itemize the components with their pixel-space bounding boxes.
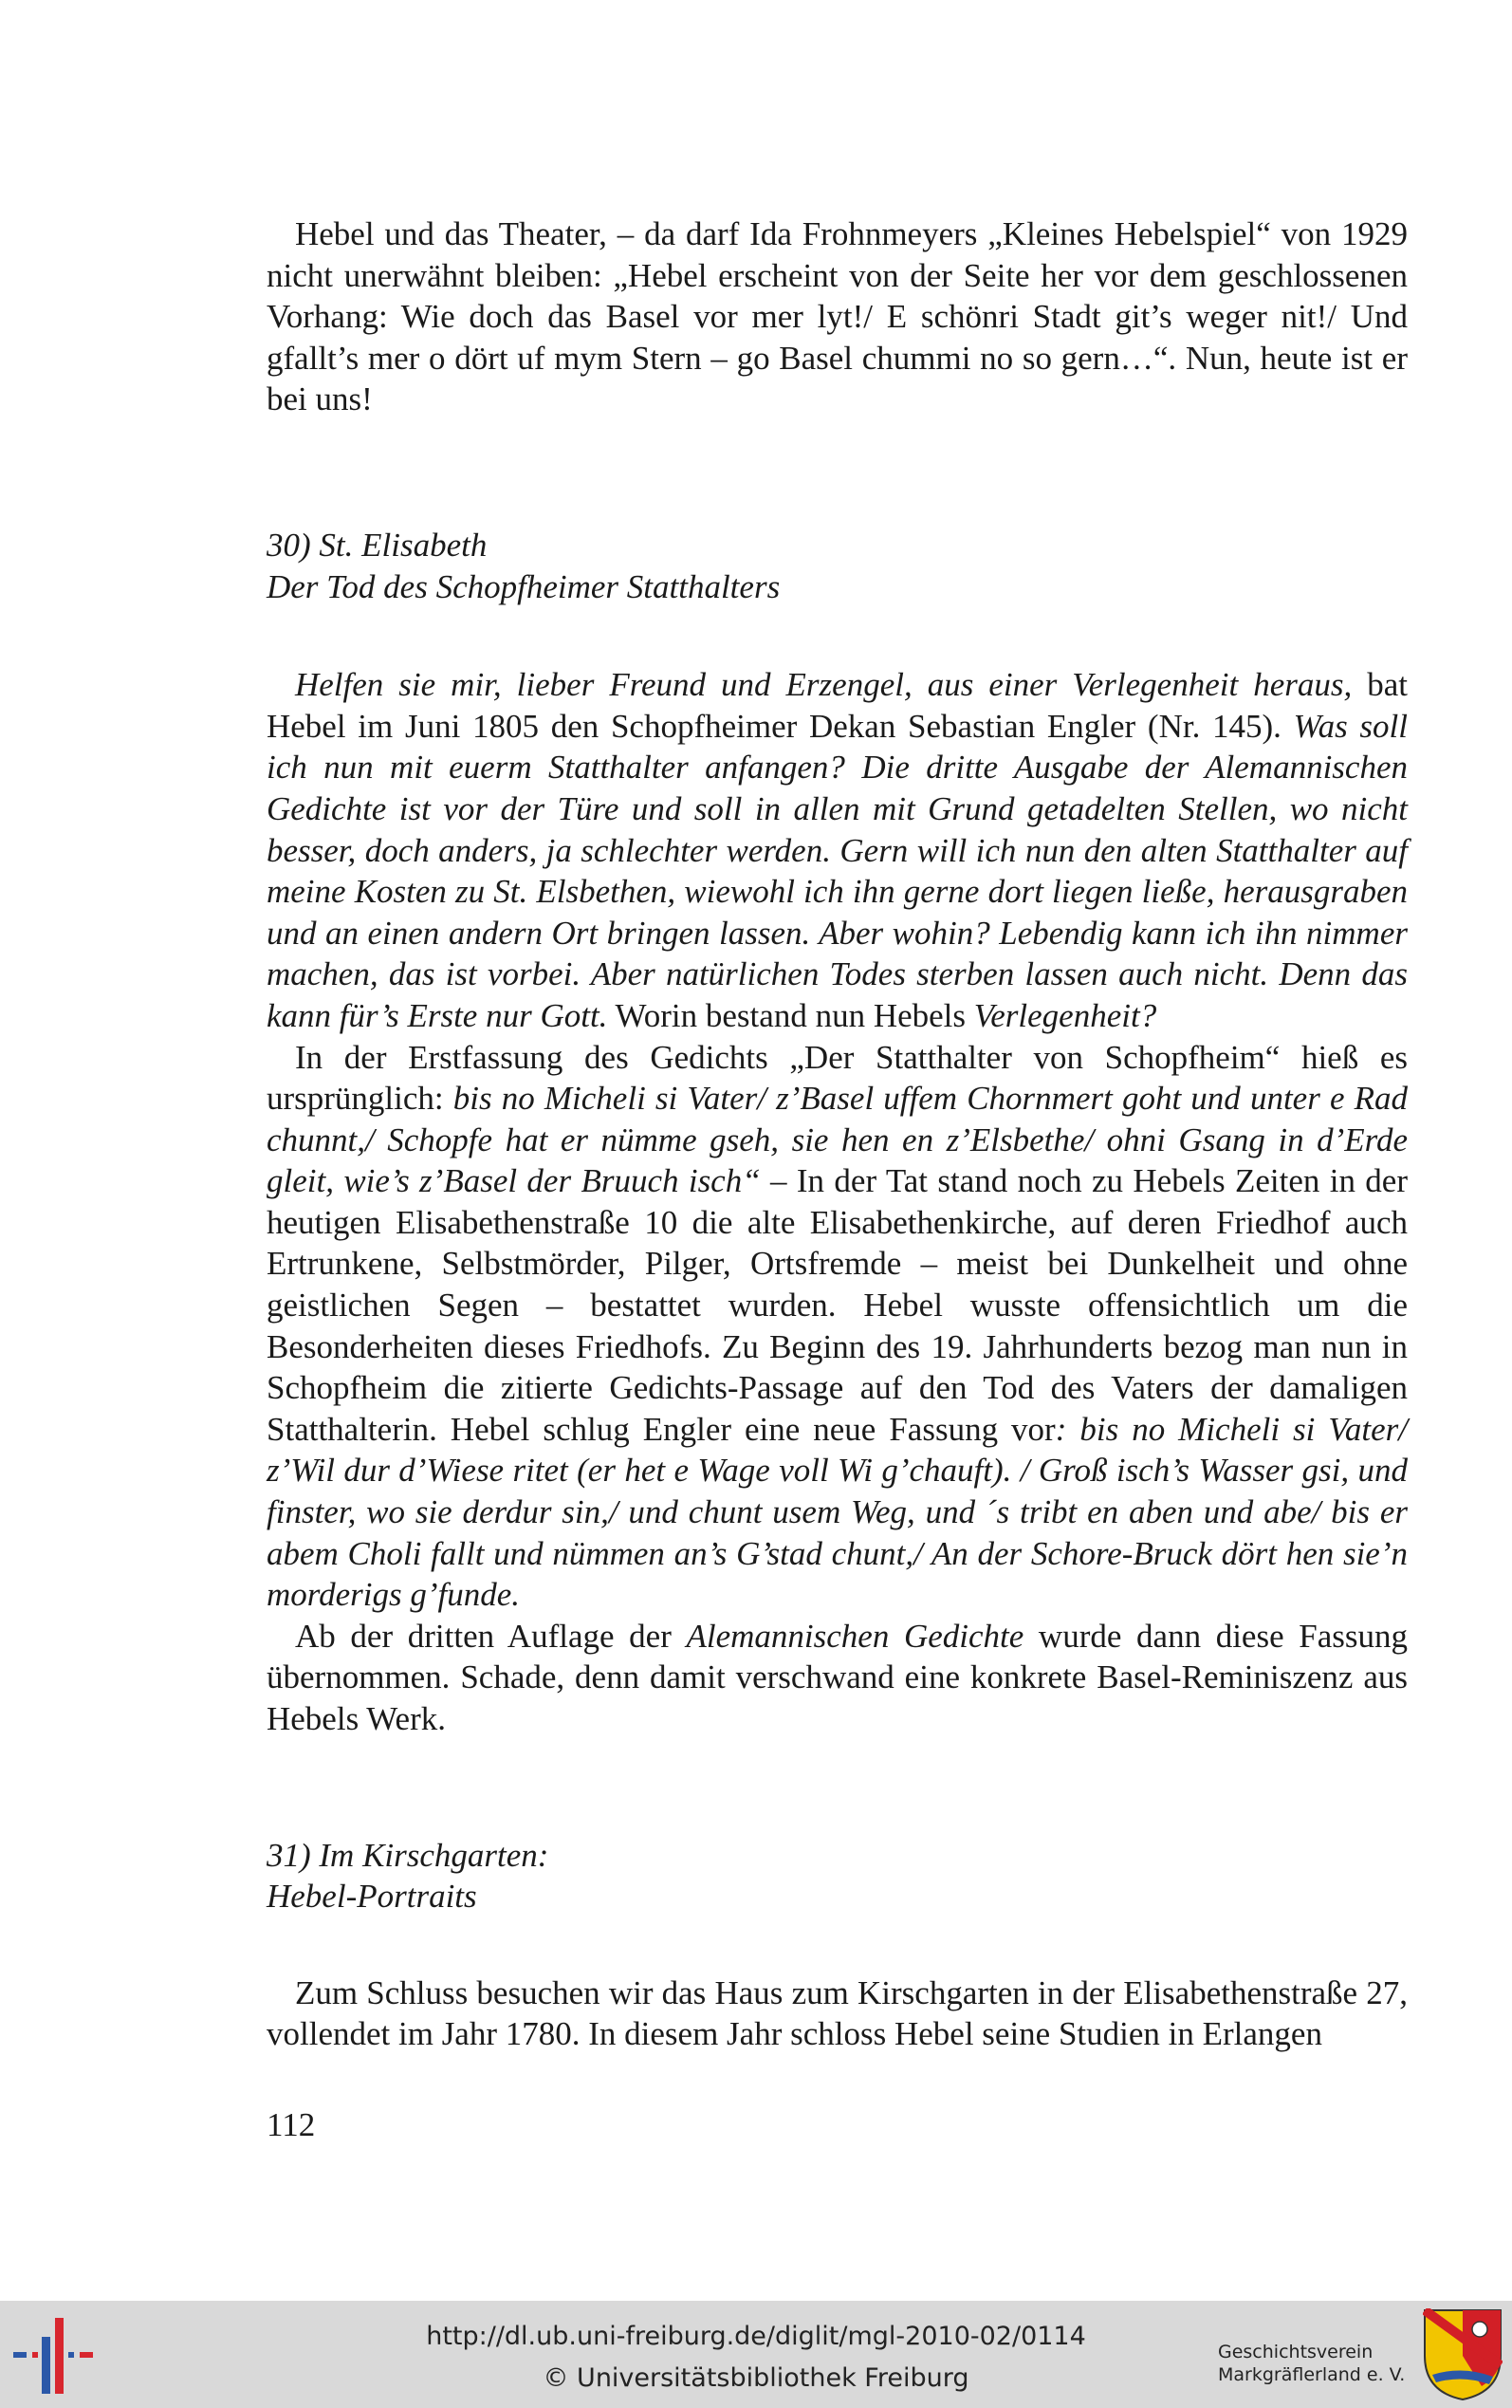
paragraph-letter-quote: Helfen sie mir, lieber Freund und Erzengel, aus einer Verlegenheit heraus, bat Hebel im Juni 1805 den Schopfheimer Dekan Sebastian Engler (Nr. 145). Was soll ich nun mit euerm Statthalter anfangen? Die dritte Ausgabe der Alemannischen Gedichte ist vor der Türe und soll in allen mit Grund getadelten Stellen, wo nicht besser, doch anders, ja schlechter werden. Gern will ich nun den alten Statthalter auf meine Kosten zu St. Elsbethen, wiewohl ich ihn gerne dort liegen ließe, herausgraben und an einen andern Ort bringen lassen. Aber wohin? Lebendig kann ich ihn nimmer machen, das ist vorbei. Aber natürlichen Todes sterben lassen auch nicht. Denn das kann für’s Erste nur Gott. Worin bestand nun Hebels Verlegenheit? [267, 666, 1409, 1034]
society-line-2: Markgräflerland e. V. [1218, 2364, 1406, 2385]
section-31-subtitle: Hebel-Portraits [267, 1878, 477, 1916]
society-line-1: Geschichtsverein [1218, 2342, 1374, 2362]
footer-url[interactable]: http://dl.ub.uni-freiburg.de/diglit/mgl-2010-02/0114 [426, 2322, 1086, 2351]
section-31-title: 31) Im Kirschgarten: [267, 1836, 549, 1874]
footer-society [1218, 2341, 1405, 2386]
paragraph-dritte-auflage: Ab der dritten Auflage der Alemannischen Gedichte wurde dann diese Fassung übernommen. Schade, denn damit verschwand eine konkrete Basel-Reminiszenz aus Hebels Werk. [267, 1617, 1409, 1737]
paragraph-erstfassung: In der Erstfassung des Gedichts „Der Statthalter von Schopfheim“ hieß es ursprünglich: bis no Micheli si Vater/ z’Basel uffem Chornmert goht und unter e Rad chunnt,/ Schopfe hat er nümme gseh, sie hen en z’Elsbethe/ ohni Gsang in d’Erde gleit, wie’s z’Basel der Bruuch isch“ – In der Tat stand noch zu Hebels Zeiten in der heutigen Elisabethenstraße 10 die alte Elisabethenkirche, auf deren Friedhof auch Ertrunkene, Selbstmörder, Pilger, Ortsfremde – meist bei Dunkelheit und ohne geistlichen Segen – bestattet wurden. Hebel wusste offensichtlich um die Besonderheiten dieses Friedhofs. Zu Beginn des 19. Jahrhunderts bezog man nun in Schopfheim die zitierte Gedichts-Passage auf den Tod des Vaters der damaligen Statthalterin. Hebel schlug Engler eine neue Fassung vor: bis no Micheli si Vater/ z’Wil dur d’Wiese ritet (er het e Wage voll Wi g’chauft). / Groß isch’s Wasser gsi, und finster, wo sie derdur sin,/ und chunt usem Weg, und ´s tribt en aben und abe/ bis er abem Choli fallt und nümmen an’s G’stad chunt,/ An der Schore-Bruck dört hen sie’n morderigs g’funde. [267, 1038, 1409, 1614]
footer-copyright: © Universitätsbibliothek Freiburg [543, 2363, 969, 2393]
coat-of-arms-icon [1423, 2308, 1503, 2401]
page-text [267, 213, 1408, 2146]
intro-paragraph: Hebel und das Theater, – da darf Ida Frohnmeyers „Kleines Hebelspiel“ von 1929 nicht unerwähnt bleiben: „Hebel erscheint von der Seite her vor dem geschlossenen Vorhang: Wie doch das Basel vor mer lyt!/ E schönri Stadt git’s weger nit!/ Und gfallt’s mer o dört uf mym Stern – go Basel chummi no so gern…“. Nun, heute ist er bei uns! [267, 215, 1408, 418]
paragraph-kirschgarten: Zum Schluss besuchen wir das Haus zum Kirschgarten in der Elisabethenstraße 27, vollendet im Jahr 1780. In diesem Jahr schloss Hebel seine Studien in Erlangen [267, 1973, 1408, 2053]
viewer-footer [0, 2301, 1512, 2408]
section-30-subtitle: Der Tod des Schopfheimer Statthalters [267, 567, 781, 605]
section-30-title: 30) St. Elisabeth [267, 526, 488, 564]
page-number: 112 [267, 2105, 316, 2143]
